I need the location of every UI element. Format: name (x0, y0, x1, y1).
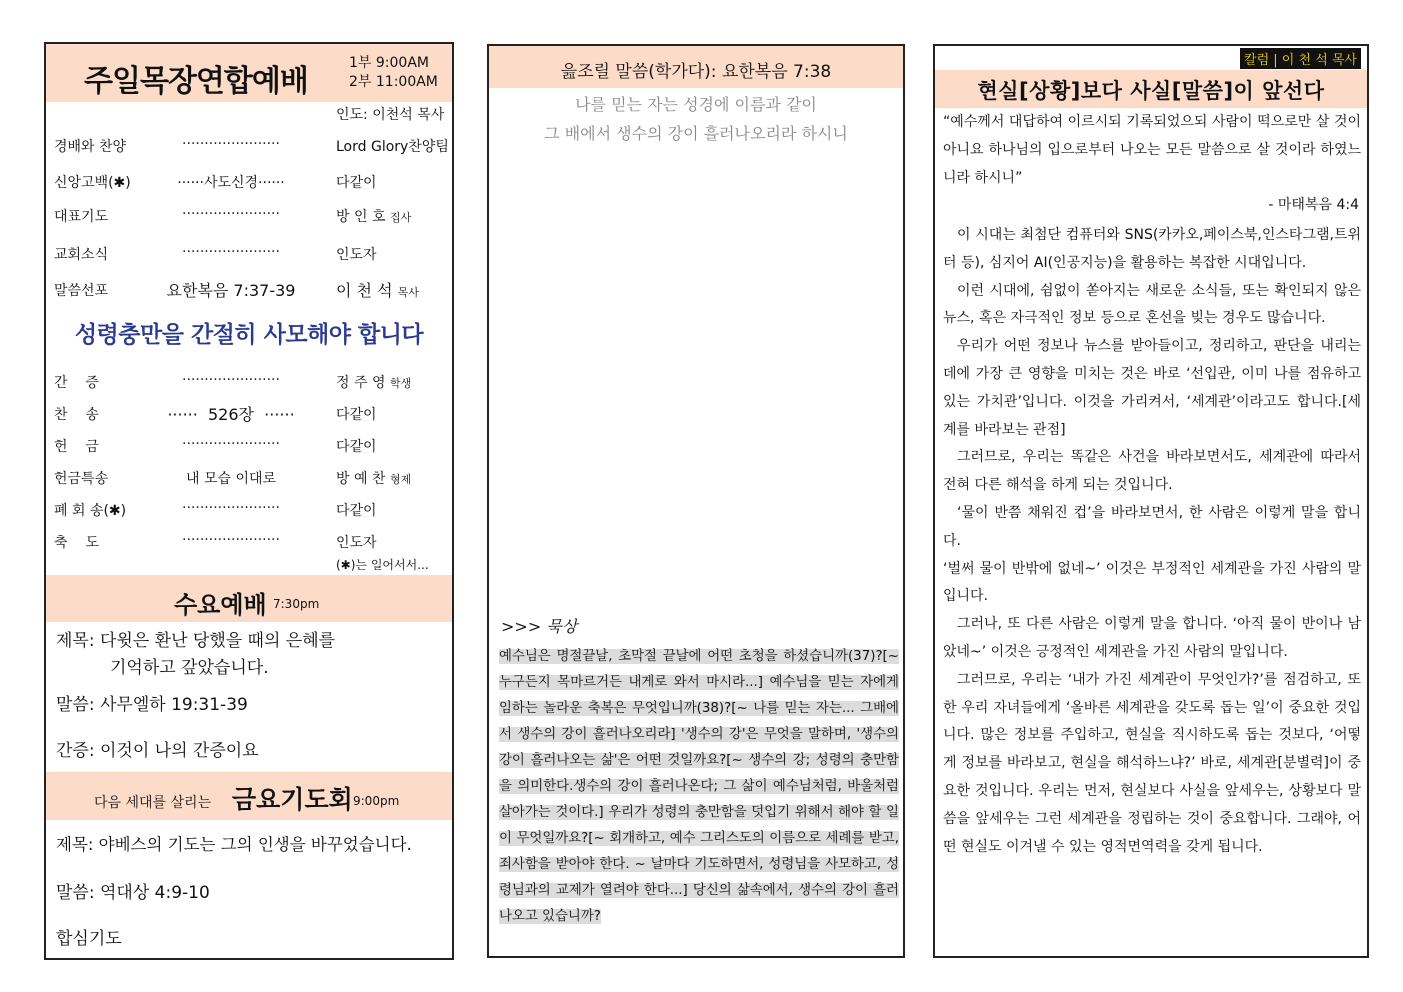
order-person-name: 방 인 호 (336, 209, 386, 225)
worship-header (46, 44, 452, 102)
order-label: 말씀선포 (54, 283, 109, 299)
order-label: 헌 금 (54, 439, 99, 455)
order-person-name: 정 주 영 (336, 375, 386, 391)
worship-order-panel (44, 42, 454, 960)
order-person (336, 278, 419, 301)
column-header (935, 70, 1367, 108)
order-person-name: 다같이 (336, 407, 377, 423)
order-person (336, 372, 411, 392)
worship-title: 주일목장연합예배 (84, 64, 308, 99)
wednesday-testimony: 간증: 이것이 나의 간증이요 (56, 741, 259, 761)
order-middle: ······················ (182, 206, 280, 222)
recitation-verse-line2: 그 배에서 생수의 강이 흘러나오리라 하시니 (544, 124, 848, 143)
order-item (46, 132, 452, 156)
wednesday-time: 7:30pm (273, 597, 320, 611)
column-quote: “예수께서 대답하여 이르시되 기록되었으되 사람이 떡으로만 살 것이 아니요 하나님의 입으로부터 나오는 모든 말씀으로 살 것이라 하였느니라 하시니” (943, 114, 1361, 186)
order-item (46, 202, 452, 226)
order-middle: ······················ (182, 244, 280, 260)
order-person (336, 532, 377, 552)
friday-prefix: 다음 세대를 살리는 (94, 795, 212, 811)
order-person (336, 136, 449, 156)
friday-title: 금요기도회 (232, 785, 353, 814)
meditation-heading: >>> 묵상 (501, 617, 578, 636)
order-item (46, 400, 452, 424)
worship-leader: 인도: 이천석 목사 (336, 107, 445, 123)
wednesday-scripture: 말씀: 사무엘하 19:31-39 (56, 695, 248, 715)
recitation-title: 읊조릴 말씀(학가다): 요한복음 7:38 (560, 62, 832, 82)
service-times (349, 54, 438, 92)
order-person (336, 436, 377, 456)
column-paragraph: 이런 시대에, 쉼없이 쏟아지는 새로운 소식들, 또는 확인되지 않은 뉴스, 혹은 자극적인 정보 등으로 혼선을 빚는 경우도 많습니다. (943, 282, 1361, 327)
order-person-name: 이 천 석 (336, 281, 393, 300)
order-person (336, 172, 377, 192)
order-person (336, 206, 411, 226)
wednesday-subject: 제목: 다윗은 환난 당했을 때의 은혜를 (56, 631, 336, 651)
order-person-title: 목사 (397, 286, 419, 299)
order-label: 축 도 (54, 535, 99, 551)
standing-note: (✱)는 일어서서... (336, 558, 429, 572)
sermon-theme: 성령충만을 간절히 사모해야 합니다 (74, 322, 424, 348)
order-middle: ······사도신경······ (177, 175, 285, 191)
recitation-header (489, 46, 903, 88)
column-paragraph: 우리가 어떤 정보나 뉴스를 받아들이고, 정리하고, 판단을 내리는 데에 가장 큰 영향을 미치는 것은 바로 ‘선입관, 이미 나를 점유하고 있는 가치관’입니다. 이것을 가리켜서, ‘세계관’이라고도 합니다.[세계를 바라보는 관점] (943, 338, 1361, 438)
meditation-body (499, 644, 899, 930)
column-paragraph: 이 시대는 최첨단 컴퓨터와 SNS(카카오,페이스북,인스타그램,트위터 등), 심지어 AI(인공지능)을 활용하는 복잡한 시대입니다. (943, 227, 1361, 271)
order-person-name: Lord Glory찬양팀 (336, 139, 449, 155)
order-middle: ······················ (182, 500, 280, 516)
order-item (46, 168, 452, 192)
order-middle: 내 모습 이대로 (185, 471, 277, 487)
order-label: 대표기도 (54, 209, 109, 225)
friday-closing: 합심기도 (56, 929, 122, 949)
column-paragraph: 그러므로, 우리는 똑같은 사건을 바라보면서도, 세계관에 따라서 전혀 다른 해석을 하게 되는 것입니다. (943, 449, 1361, 494)
wednesday-subject-cont: 기억하고 갚았습니다. (110, 658, 269, 678)
column-quote-reference: - 마태복음 4:4 (1268, 197, 1359, 213)
column-panel (933, 44, 1369, 958)
column-paragraph: 그러나, 또 다른 사람은 이렇게 말을 합니다. ‘아직 물이 반이나 남았네~’ 이것은 긍정적인 세계관을 가진 사람의 말입니다. (943, 616, 1361, 660)
order-person-title: 집사 (389, 211, 412, 224)
service-time-2: 2부 11:00AM (349, 74, 438, 90)
order-item (46, 276, 452, 300)
order-person-name: 다같이 (336, 503, 377, 519)
order-person-name: 방 예 찬 (336, 471, 386, 487)
order-person (336, 500, 377, 520)
order-middle: ······ 526장 ······ (167, 405, 295, 424)
wednesday-title: 수요예배 (174, 591, 267, 619)
order-item (46, 368, 452, 392)
order-person (336, 244, 377, 264)
order-label: 신앙고백(✱) (54, 175, 131, 191)
order-label: 찬 송 (54, 407, 99, 423)
order-middle: ······················ (182, 372, 280, 388)
order-person (336, 404, 377, 424)
column-paragraph: ‘물이 반쯤 채워진 컵’을 바라보면서, 한 사람은 이렇게 말을 합니다. (943, 504, 1361, 549)
friday-header (46, 772, 452, 820)
order-person-title: 형제 (389, 473, 412, 486)
column-paragraph: ‘벌써 물이 반밖에 없네~’ 이것은 부정적인 세계관을 가진 사람의 말입니다. (943, 560, 1361, 605)
order-middle: 요한복음 7:37-39 (166, 281, 296, 300)
recitation-panel (487, 44, 905, 958)
column-author-badge: 칼럼 | 이 천 석 목사 (1240, 48, 1361, 69)
order-person (336, 468, 411, 488)
order-label: 간 증 (54, 375, 99, 391)
column-title: 현실[상황]보다 사실[말씀]이 앞선다 (977, 79, 1325, 103)
order-item (46, 432, 452, 456)
order-item (46, 240, 452, 264)
order-middle: ······················ (182, 532, 280, 548)
order-person-name: 다같이 (336, 175, 377, 191)
order-item (46, 528, 452, 552)
friday-time: 9:00pm (353, 794, 400, 808)
recitation-verse-line1: 나를 믿는 자는 성경에 이름과 같이 (575, 95, 817, 114)
column-paragraph: 그러므로, 우리는 ‘내가 가진 세계관이 무엇인가?’를 점검하고, 또한 우리 자녀들에게 ‘올바른 세계관을 갖도록 돕는 일’이 중요한 것입니다. 많은 정보를 주입하고, 현실을 직시하도록 돕는 것보다, ‘어떻게 정보를 바라보고, 현실을 해석하느냐?’ 바로, 세계관[분별력]이 중요한 것입니다. 우리는 먼저, 현실보다 사실을 앞세우는, 상황보다 말씀을 앞세우는 그런 세계관을 정립하는 것이 중요합니다. 그래야, 어떤 현실도 이겨낼 수 있는 영적면역력을 갖게 됩니다. (943, 671, 1361, 855)
order-item (46, 464, 452, 488)
order-person-name: 인도자 (336, 247, 377, 263)
service-time-1: 1부 9:00AM (349, 55, 429, 71)
column-body (943, 222, 1361, 861)
order-person-title: 학생 (389, 377, 412, 390)
order-person-name: 다같이 (336, 439, 377, 455)
order-item (46, 496, 452, 520)
friday-subject: 제목: 야베스의 기도는 그의 인생을 바꾸었습니다. (56, 835, 412, 854)
meditation-text: 예수님은 명절끝날, 초막절 끝날에 어떤 초청을 하셨습니까(37)?[~ 누구든지 목마르거든 내게로 와서 마시라...] 예수님을 믿는 자에게 임하는 놀라운 축복은 무엇입니까(38)?[~ 나를 믿는 자는... 그배에서 생수의 강이 흘러나오리라] '생수의 강'은 무엇을 말하며, '생수의 강이 흘러나오는 삶'은 어떤 것일까요?[~ 생수의 강; 성령의 충만함을 의미한다.생수의 강이 흘러나온다; 그 삶이 예수님처럼, 바울처럼 살아가는 것이다.] 우리가 성령의 충만함을 덧입기 위해서 해야 할 일이 무엇일까요?[~ 회개하고, 예수 그리스도의 이름으로 세례를 받고, 죄사함을 받아야 한다. ~ 날마다 기도하면서, 성령님을 사모하고, 성령님과의 교제가 열려야 한다...] 당신의 삶속에서, 생수의 강이 흘러나오고 있습니까? (499, 649, 899, 924)
wednesday-header (46, 575, 452, 622)
order-middle: ······················ (182, 136, 280, 152)
order-label: 경배와 찬양 (54, 139, 127, 155)
friday-scripture: 말씀: 역대상 4:9-10 (56, 883, 210, 903)
order-label: 헌금특송 (54, 471, 109, 487)
order-middle: ······················ (182, 436, 280, 452)
order-label: 폐 회 송(✱) (54, 503, 127, 519)
order-person-name: 인도자 (336, 535, 377, 551)
order-label: 교회소식 (54, 247, 109, 263)
